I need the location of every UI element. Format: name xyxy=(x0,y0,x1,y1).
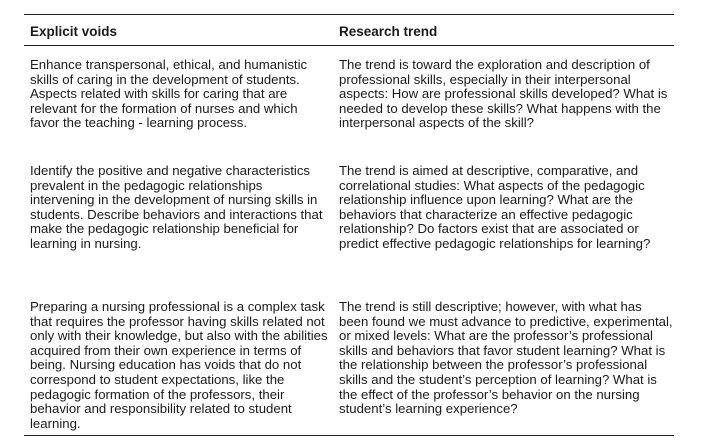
research-trend-cell: The trend is aimed at descriptive, comparative, and correlational studies: What aspects of the pedagogic relationship influence upon learning? What are the behaviors that characterize an effective pedagogic relationship? Do factors exist that are associated or predict effective pedagogic relationships for learning? xyxy=(339,163,651,251)
research-trend-cell: The trend is still descriptive; however, with what has been found we must advance to predictive, experimental, or mixed levels: What are the professor’s professional skills and behaviors that favor student learning? What is the relationship between the professor’s professional skills and the student’s perception of learning? What is the effect of the professor’s behavior on the nursing student’s learning experience? xyxy=(339,299,673,417)
table-header-rule xyxy=(24,45,674,46)
table-row xyxy=(24,58,674,164)
explicit-void-cell: Enhance transpersonal, ethical, and humanistic skills of caring in the development of students. Aspects related with skills for caring that are relevant for the formation of nurses and which favor the teaching - learning process. xyxy=(30,57,308,131)
table-bottom-rule xyxy=(24,435,674,436)
table-header-row xyxy=(24,15,674,40)
explicit-void-cell: Identify the positive and negative characteristics prevalent in the pedagogic relationships intervening in the development of nursing skills in students. Describe behaviors and interactions that make the pedagogic relationship beneficial for learning in nursing. xyxy=(30,163,323,251)
research-trend-cell: The trend is toward the exploration and description of professional skills, especially in their interpersonal aspects: How are professional skills developed? What is needed to develop these skills? What happens with the interpersonal aspects of the skill? xyxy=(339,57,668,131)
header-research-trend: Research trend xyxy=(339,24,438,39)
voids-trends-table xyxy=(24,14,674,436)
explicit-void-cell: Preparing a nursing professional is a complex task that requires the professor having skills related not only with their knowledge, but also with the abilities acquired from their own experience in terms of being. Nursing education has voids that do not correspond to student expectations, like the pedagogic formation of the professors, their behavior and responsibility related to student learning. xyxy=(30,299,328,431)
table-row xyxy=(24,300,674,431)
table-row xyxy=(24,164,674,300)
header-explicit-voids: Explicit voids xyxy=(30,24,118,39)
